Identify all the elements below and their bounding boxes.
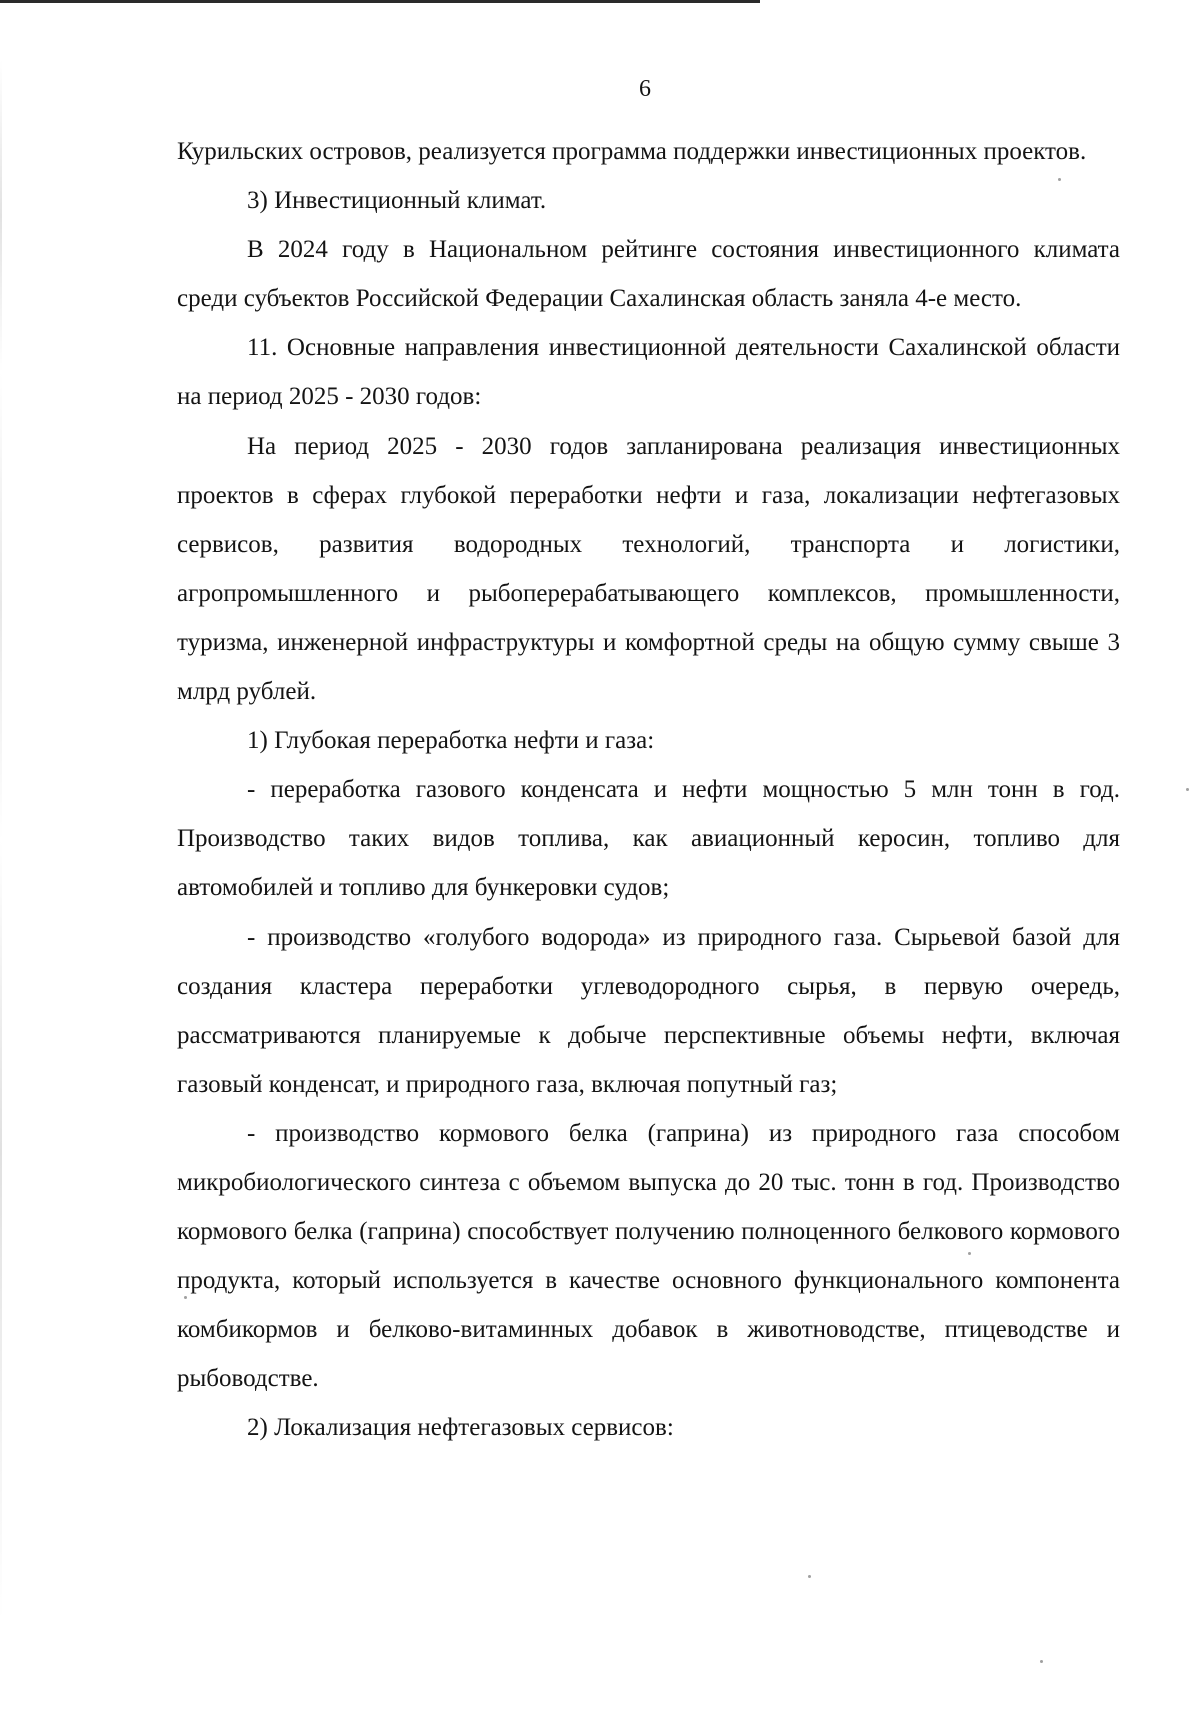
list-item-condensate-processing: - переработка газового конденсата и нефти мощностью 5 млн тонн в год. Производство таких видов топлива, как авиационный керосин, топливо для автомобилей и топливо для бункеровки судов; (177, 776, 1120, 902)
scan-speck (968, 1252, 971, 1255)
list-item-feed-protein: - производство кормового белка (гаприна) из природного газа способом микробиологического синтеза с объемом выпуска до 20 тыс. тонн в год. Производство кормового белка (гаприна) способствует получению полноценного белкового кормового продукта, который используется в качестве основного функционального компонента комбикормов и белково-витаминных добавок в животноводстве, птицеводстве и рыбоводстве. (177, 1119, 1120, 1393)
subheading-oilgas-services: 2) Локализация нефтегазовых сервисов: (247, 1414, 674, 1442)
scan-speck (1186, 788, 1189, 791)
scan-speck (1040, 1660, 1043, 1663)
scan-left-edge (0, 60, 2, 1620)
list-item-blue-hydrogen: - производство «голубого водорода» из природного газа. Сырьевой базой для создания кластера переработки углеводородного сырья, в первую очередь, рассматриваются планируемые к добыче перспективные объемы нефти, включая газовый конденсат, и природного газа, включая попутный газ; (177, 923, 1120, 1098)
scan-speck (808, 1575, 811, 1578)
paragraph-continuation: Курильских островов, реализуется программа поддержки инвестиционных проектов. (177, 138, 1087, 165)
document-body (177, 127, 1120, 1453)
section-heading-11: 11. Основные направления инвестиционной деятельности Сахалинской области на период 2025 - 2030 годов: (177, 334, 1120, 411)
paragraph-rating: В 2024 году в Национальном рейтинге состояния инвестиционного климата среди субъектов Российской Федерации Сахалинская область заняла 4-е место. (177, 236, 1120, 313)
scan-top-edge (0, 0, 760, 3)
page-number: 6 (639, 76, 651, 102)
subheading-deep-processing: 1) Глубокая переработка нефти и газа: (247, 727, 655, 755)
scan-speck (184, 1296, 187, 1299)
paragraph-plans: На период 2025 - 2030 годов запланирована реализация инвестиционных проектов в сферах глубокой переработки нефти и газа, локализации нефтегазовых сервисов, развития водородных технологий, транспорта и логистики, агропромышленного и рыбоперерабатывающего комплексов, промышленности, туризма, инженерной инфраструктуры и комфортной среды на общую сумму свыше 3 млрд рублей. (177, 432, 1120, 706)
subheading-investment-climate: 3) Инвестиционный климат. (247, 187, 547, 215)
scan-speck (1058, 178, 1061, 181)
